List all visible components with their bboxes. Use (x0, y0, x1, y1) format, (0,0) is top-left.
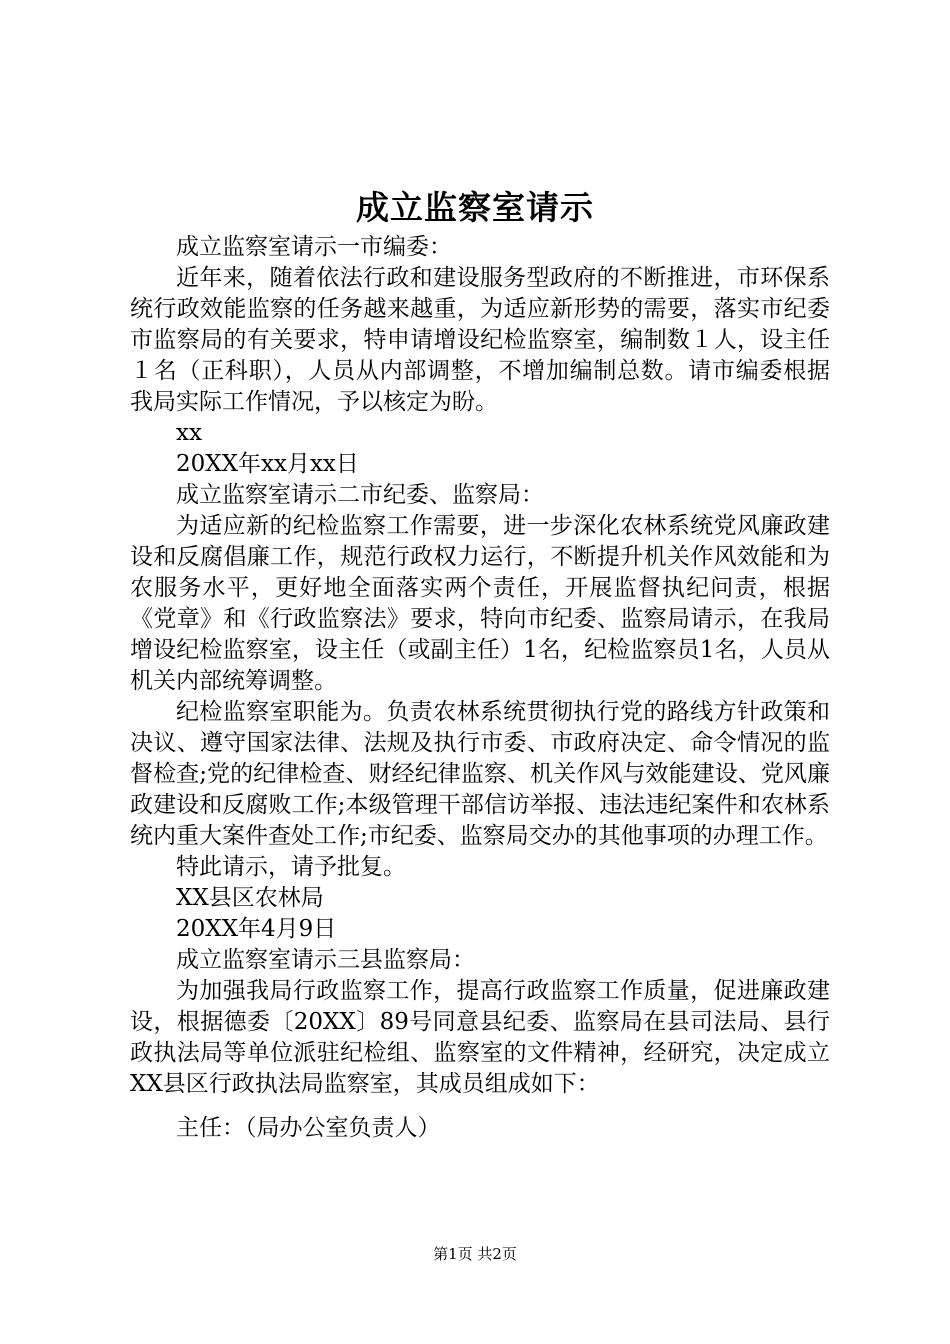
paragraph-salutation-1: 成立监察室请示一市编委： (176, 234, 452, 260)
paragraph-request-1-body: 近年来，随着依法行政和建设服务型政府的不断推进，市环保系统行政效能监察的任务越来越重，为适应新形势的需要，落实市纪委市监察局的有关要求，特申请增设纪检监察室，编制数１人，设主任１名（正科职），人员从内部调整，不增加编制总数。请市编委根据我局实际工作情况，予以核定为盼。 (130, 265, 830, 415)
paragraph-date-1: 20XX年xx月xx日 (176, 451, 359, 477)
paragraph-duties: 纪检监察室职能为。负责农林系统贯彻执行党的路线方针政策和决议、遵守国家法律、法规及执行市委、市政府决定、命令情况的监督检查;党的纪律检查、财经纪律监察、机关作风与效能建设、党风廉政建设和反腐败工作;本级管理干部信访举报、违法违纪案件和农林系统内重大案件查处工作;市纪委、监察局交办的其他事项的办理工作。 (130, 699, 830, 849)
paragraph-closing: 特此请示，请予批复。 (176, 854, 406, 880)
paragraph-request-2-body: 为适应新的纪检监察工作需要，进一步深化农林系统党风廉政建设和反腐倡廉工作，规范行政权力运行，不断提升机关作风效能和为农服务水平，更好地全面落实两个责任，开展监督执纪问责，根据《党章》和《行政监察法》要求，特向市纪委、监察局请示，在我局增设纪检监察室，设主任（或副主任）1名，纪检监察员1名，人员从机关内部统筹调整。 (130, 513, 830, 694)
paragraph-date-2: 20XX年4月9日 (176, 916, 337, 942)
document-body (130, 232, 830, 1144)
paragraph-salutation-3: 成立监察室请示三县监察局： (176, 947, 475, 973)
paragraph-signature-1: xx (176, 420, 202, 446)
paragraph-director: 主任：（局办公室负责人） (176, 1115, 441, 1141)
paragraph-signature-2: XX县区农林局 (176, 885, 324, 911)
paragraph-salutation-2: 成立监察室请示二市纪委、监察局： (176, 482, 544, 508)
paragraph-request-3-body: 为加强我局行政监察工作，提高行政监察工作质量，促进廉政建设，根据德委〔20XX〕89号同意县纪委、监察局在县司法局、县行政执法局等单位派驻纪检组、监察室的文件精神，经研究，决定成立XX县区行政执法局监察室，其成员组成如下： (130, 978, 830, 1097)
document-title: 成立监察室请示 (356, 188, 594, 227)
page-number: 第1页 共2页 (433, 1245, 517, 1263)
